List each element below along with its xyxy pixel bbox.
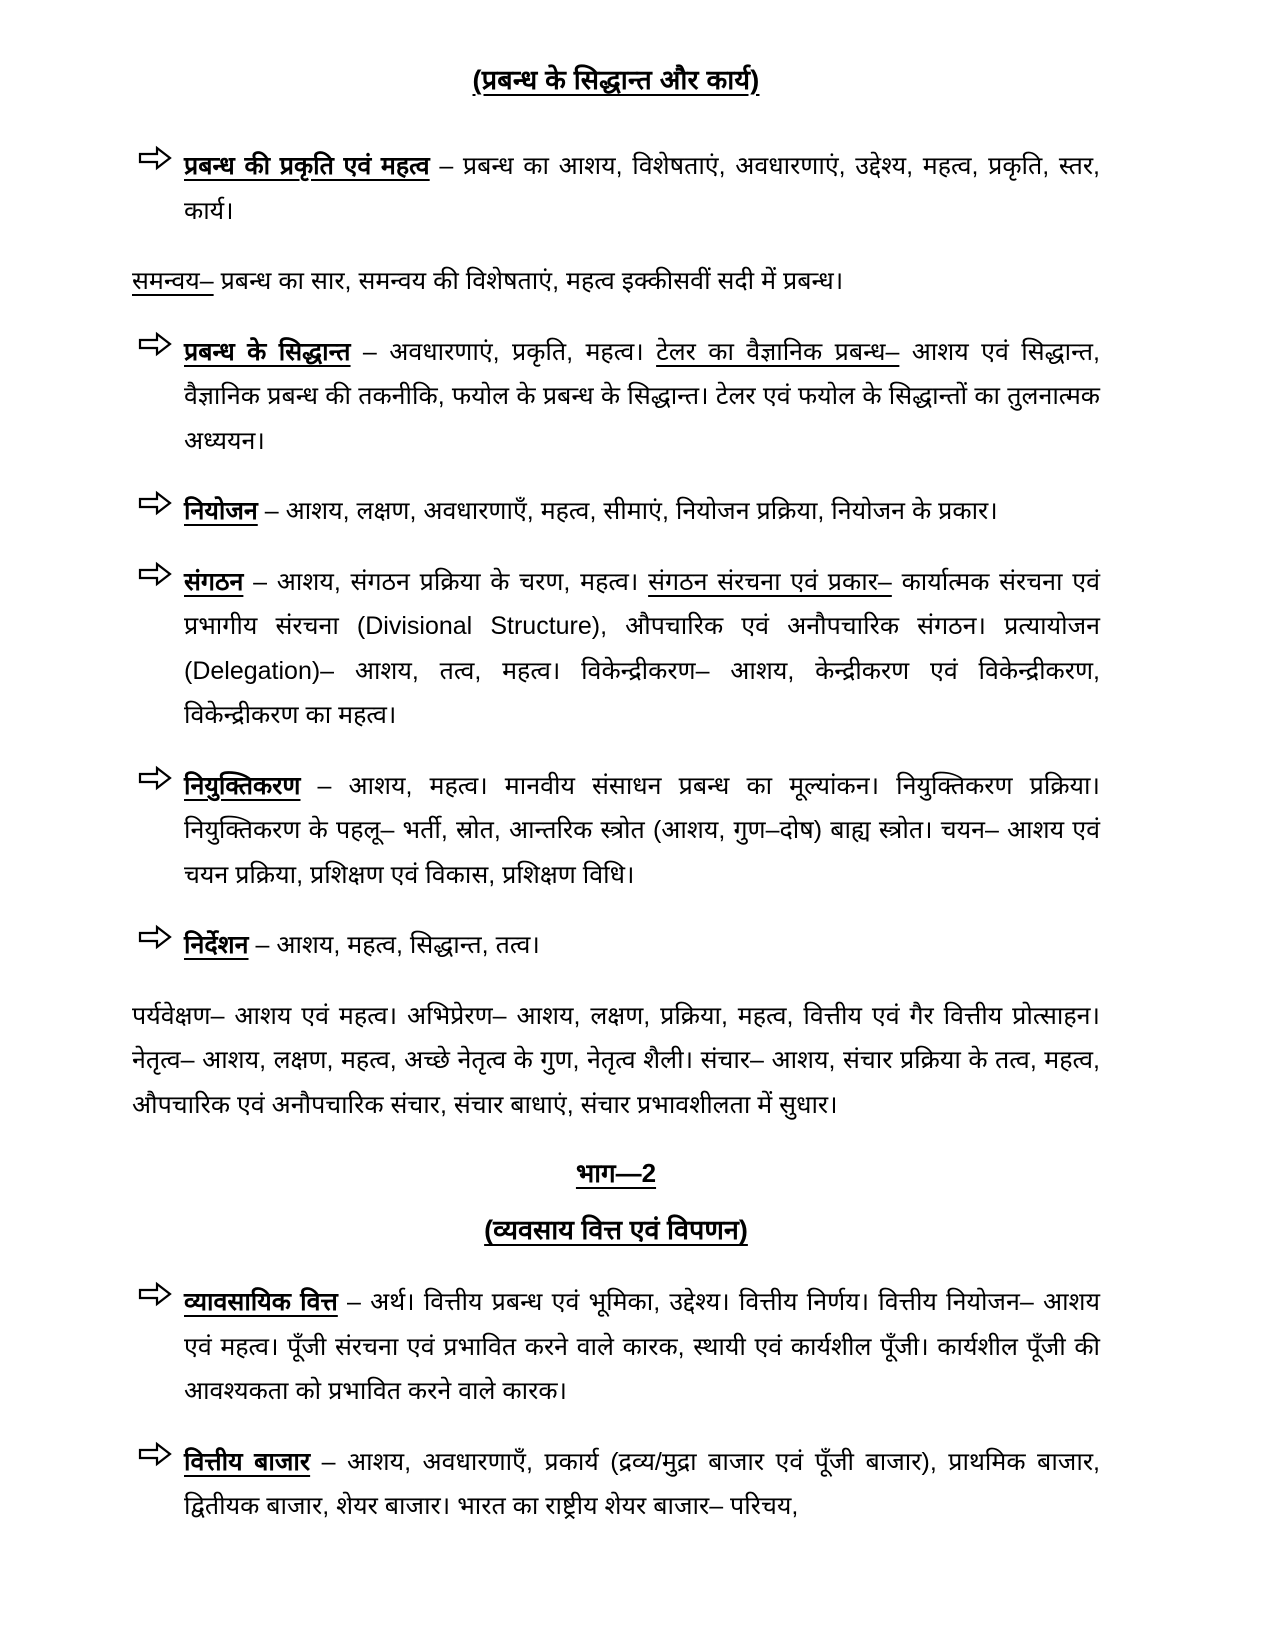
part-subtitle-text: (व्यवसाय वित्त एवं विपणन) (484, 1215, 748, 1246)
section-body: कार्यात्मक संरचना एवं प्रभागीय संरचना (Divisional Structure), औपचारिक एवं अनौपचारिक संगठन। प्रत्यायोजन (Delegation)– आशय, तत्व, महत्व। विकेन्द्रीकरण– आशय, केन्द्रीकरण एवं विकेन्द्रीकरण, विकेन्द्रीकरण का महत्व। (184, 567, 1100, 730)
section-separator: – (257, 497, 286, 526)
section-body-pre: आशय, संगठन प्रक्रिया के चरण, महत्व। (276, 567, 649, 596)
section-lead: नियुक्तिकरण (184, 771, 301, 800)
arrow-bullet-icon (138, 145, 172, 175)
section-staffing (132, 764, 1100, 898)
part-heading-text: भाग—2 (575, 1158, 657, 1189)
section-body: आशय, महत्व, सिद्धान्त, तत्व। (276, 931, 540, 960)
arrow-bullet-icon (138, 561, 172, 591)
section-sub-lead: संगठन संरचना एवं प्रकार– (648, 567, 892, 596)
section-body: पर्यवेक्षण– आशय एवं महत्व। अभिप्रेरण– आशय, लक्षण, प्रक्रिया, महत्व, वित्तीय एवं गैर वित्तीय प्रोत्साहन। नेतृत्व– आशय, लक्षण, महत्व, अच्छे नेतृत्व के गुण, नेतृत्व शैली। संचार– आशय, संचार प्रक्रिया के तत्व, महत्व, औपचारिक एवं अनौपचारिक संचार, संचार बाधाएं, संचार प्रभावशीलता में सुधार। (132, 1001, 1100, 1119)
arrow-bullet-icon (138, 765, 172, 795)
section-lead: वित्तीय बाजार (184, 1447, 311, 1476)
section-lead: नियोजन (184, 497, 258, 526)
section-sub-lead: टेलर का वैज्ञानिक प्रबन्ध– (656, 337, 900, 366)
part-subtitle (132, 1213, 1100, 1248)
section-separator: – (429, 152, 463, 181)
section-body: आशय, महत्व। मानवीय संसाधन प्रबन्ध का मूल्यांकन। नियुक्तिकरण प्रक्रिया। नियुक्तिकरण के पहलू– भर्ती, स्रोत, आन्तरिक स्त्रोत (आशय, गुण–दोष) बाह्य स्त्रोत। चयन– आशय एवं चयन प्रक्रिया, प्रशिक्षण एवं विकास, प्रशिक्षण विधि। (184, 771, 1100, 889)
section-planning (132, 489, 1100, 534)
section-lead: व्यावसायिक वित्त (184, 1288, 338, 1317)
section-separator: – (310, 1447, 348, 1476)
section-body: प्रबन्ध का आशय, विशेषताएं, अवधारणाएं, उद्देश्य, महत्व, प्रकृति, स्तर, कार्य। (184, 152, 1100, 225)
section-directing (132, 923, 1100, 968)
arrow-bullet-icon (138, 331, 172, 361)
section-body: आशय, लक्षण, अवधारणाएँ, महत्व, सीमाएं, नियोजन प्रक्रिया, नियोजन के प्रकार। (285, 497, 998, 526)
section-body: आशय एवं सिद्धान्त, वैज्ञानिक प्रबन्ध की तकनीकि, फयोल के प्रबन्ध के सिद्धान्त। टेलर एवं फयोल के सिद्धान्तों का तुलनात्मक अध्ययन। (184, 337, 1101, 455)
section-separator: – (350, 337, 390, 366)
section-lead: निर्देशन (184, 931, 249, 960)
arrow-bullet-icon (138, 490, 172, 520)
section-business-finance (132, 1280, 1100, 1414)
section-lead: प्रबन्ध की प्रकृति एवं महत्व (184, 152, 430, 181)
section-separator: – (300, 771, 349, 800)
section-sub-lead: समन्वय– (132, 267, 214, 296)
arrow-bullet-icon (138, 924, 172, 954)
section-separator: – (243, 567, 277, 596)
section-management-nature (132, 144, 1100, 233)
section-lead: प्रबन्ध के सिद्धान्त (184, 337, 351, 366)
arrow-bullet-icon (138, 1441, 172, 1471)
section-supervision (132, 994, 1100, 1128)
page-title (132, 62, 1100, 98)
section-body-pre: अवधारणाएं, प्रकृति, महत्व। (389, 337, 657, 366)
arrow-bullet-icon (138, 1281, 172, 1311)
section-body: अर्थ। वित्तीय प्रबन्ध एवं भूमिका, उद्देश्य। वित्तीय निर्णय। वित्तीय नियोजन– आशय एवं महत्व। पूँजी संरचना एवं प्रभावित करने वाले कारक, स्थायी एवं कार्यशील पूँजी। कार्यशील पूँजी की आवश्यकता को प्रभावित करने वाले कारक। (184, 1288, 1100, 1406)
section-management-principles (132, 330, 1100, 464)
section-separator: – (248, 931, 277, 960)
section-organisation (132, 560, 1100, 738)
section-body: प्रबन्ध का सार, समन्वय की विशेषताएं, महत्व इक्कीसवीं सदी में प्रबन्ध। (213, 267, 844, 296)
section-financial-market (132, 1440, 1100, 1529)
section-body: आशय, अवधारणाएँ, प्रकार्य (द्रव्य/मुद्रा बाजार एवं पूँजी बाजार), प्राथमिक बाजार, द्वितीयक बाजार, शेयर बाजार। भारत का राष्ट्रीय शेयर बाजार– परिचय, (184, 1447, 1100, 1521)
section-coordination (132, 259, 1100, 304)
part-heading (132, 1157, 1100, 1191)
page-title-text: (प्रबन्ध के सिद्धान्त और कार्य) (472, 65, 760, 95)
section-lead: संगठन (184, 567, 244, 596)
section-separator: – (337, 1288, 371, 1317)
